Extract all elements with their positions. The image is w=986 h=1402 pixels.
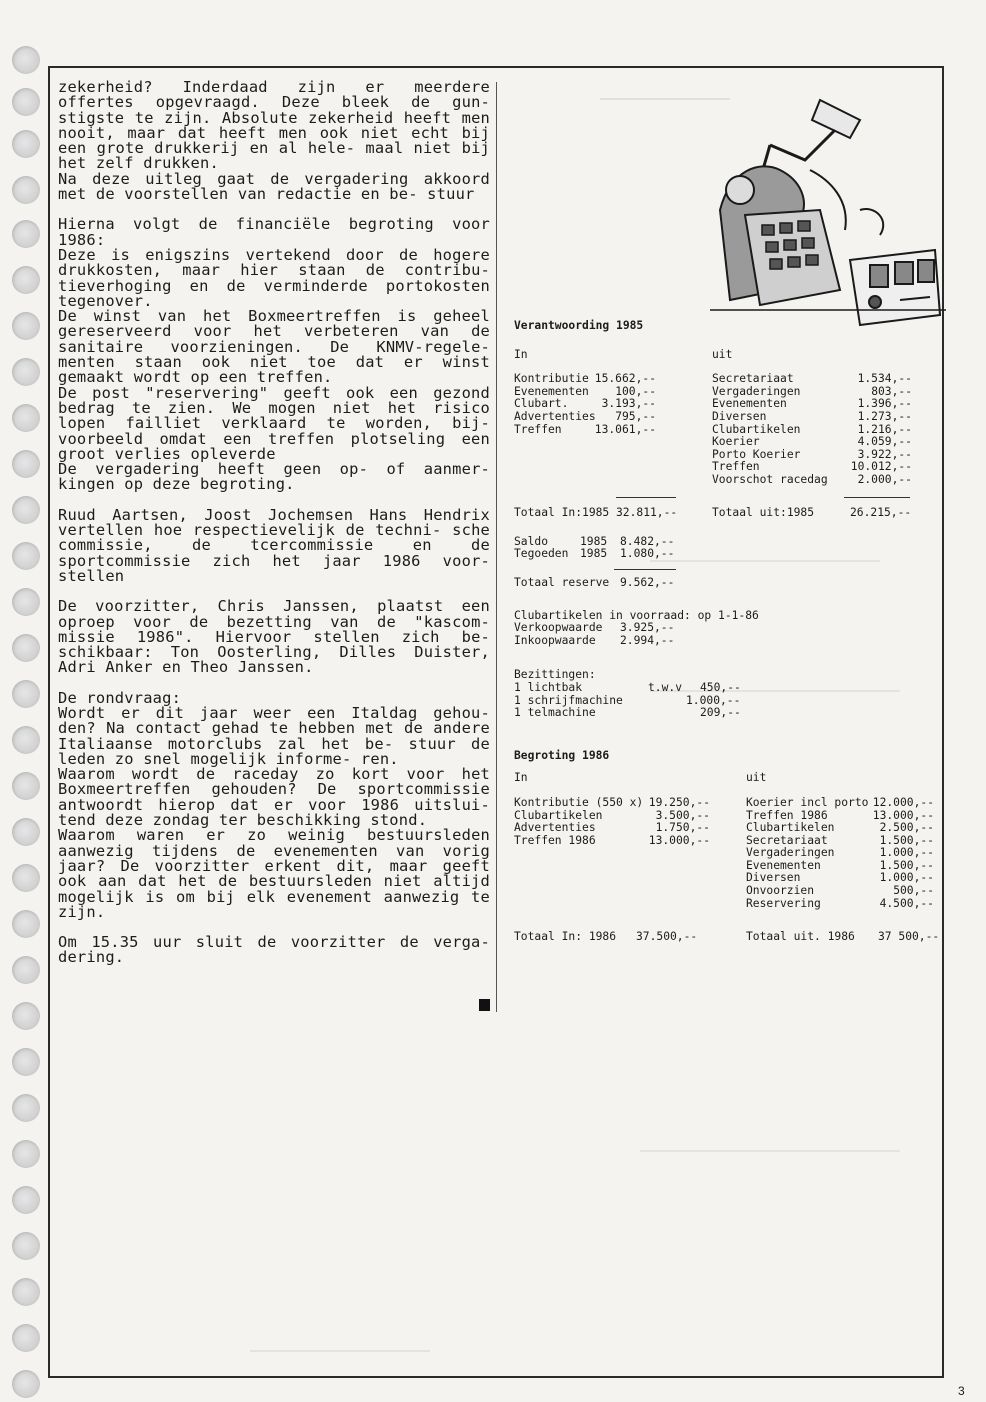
expense-total-rule: [844, 497, 910, 498]
expense-label: Secretariaat: [746, 833, 828, 847]
paragraph-quotes: zekerheid? Inderdaad zijn er meerdere offertes opgevraagd. Deze bleek de gun- stigste te zijn. Absolute zekerheid heeft men nooit, maar dat heeft men ook niet echt bij een grote drukkerij en al hele- maal niet bij het zelf drukken. Na deze uitleg gaat de vergadering akkoord met de voorstellen van redactie en be- stuur: [58, 78, 490, 204]
income-amount: 3.193,--: [601, 397, 656, 411]
reserve-label: Totaal reserve: [514, 575, 610, 589]
column-divider: [496, 82, 497, 1012]
balance-label: Tegoeden: [514, 547, 569, 561]
binder-hole: [12, 496, 40, 524]
account-1985-title: Verantwoording 1985: [514, 319, 644, 332]
income-label: Kontributie: [514, 372, 589, 386]
total-in-amount: 32.811,--: [616, 506, 678, 520]
table-row: [514, 835, 714, 848]
income-label: Treffen: [514, 422, 562, 436]
budget-1986-table: [514, 797, 934, 911]
expense-amount: 1.273,--: [857, 409, 912, 423]
expense-amount: 2.000,--: [857, 472, 912, 486]
table-row: [514, 822, 714, 835]
total-out-amount: 37 500,--: [878, 929, 940, 943]
expense-label: Diversen: [712, 409, 767, 423]
income-amount: 15.662,--: [594, 372, 656, 386]
binder-hole: [12, 1232, 40, 1260]
binder-hole: [12, 1370, 40, 1398]
binder-hole: [12, 588, 40, 616]
expense-label: Clubartikelen: [712, 422, 801, 436]
expense-label: Koerier incl porto: [746, 795, 869, 809]
binder-hole: [12, 1140, 40, 1168]
binder-hole: [12, 266, 40, 294]
binder-hole: [12, 634, 40, 662]
binder-hole: [12, 1324, 40, 1352]
budget-1986-expense: [746, 797, 934, 910]
in-label: In: [514, 347, 528, 361]
stock-row: [514, 622, 934, 635]
asset-row: [514, 682, 934, 695]
stock-label: Inkoopwaarde: [514, 633, 596, 647]
expense-label: Clubartikelen: [746, 821, 835, 835]
paragraph-closing: Om 15.35 uur sluit de voorzitter de verga- dering.: [58, 933, 490, 967]
binder-hole: [12, 1002, 40, 1030]
binder-hole: [12, 1048, 40, 1076]
income-amount: 3.500,--: [655, 808, 710, 822]
budget-1986-title: Begroting 1986: [514, 748, 610, 762]
stock-row: [514, 635, 934, 648]
account-1985-header-row: [514, 349, 934, 362]
expense-label: Porto Koerier: [712, 447, 801, 461]
balance-row: [514, 548, 934, 561]
expense-label: Vergaderingen: [746, 846, 835, 860]
account-1985-table: [514, 373, 934, 499]
reserve-rule: [614, 569, 676, 570]
balance-year: 1985: [580, 534, 608, 548]
expense-label: Reservering: [746, 896, 821, 910]
stock-title: Clubartikelen in voorraad: op 1-1-86: [514, 608, 759, 622]
table-row: [514, 411, 704, 424]
income-amount: 13.000,--: [648, 833, 710, 847]
expense-amount: 1.534,--: [857, 372, 912, 386]
reserve-row: [514, 577, 934, 590]
balance-label: Saldo: [514, 534, 549, 548]
balance-year: 1985: [580, 547, 608, 561]
income-label: Clubartikelen: [514, 808, 603, 822]
paragraph-kascommissie: De voorzitter, Chris Janssen, plaatst een oproep voor de bezetting van de "kascom- missie 1986". Hiervoor stellen zich be- schikbaar: Ton Oosterling, Dilles Duister, Adri Anker en Theo Janssen.: [58, 597, 490, 677]
expense-amount: 2.500,--: [879, 821, 934, 835]
expense-label: Treffen 1986: [746, 808, 828, 822]
binder-hole: [12, 88, 40, 116]
income-amount: 19.250,--: [648, 795, 710, 809]
expense-amount: 4.059,--: [857, 435, 912, 449]
out-label: uit: [712, 347, 733, 361]
budget-1986-title-row: [514, 750, 934, 763]
binder-hole: [12, 864, 40, 892]
paragraph-budget: Hierna volgt de financiële begroting voor 1986: Deze is enigszins vertekend door de hogere drukkosten, maar hier staan de contribu- tieverhoging en de verminderde portokosten tegenover. De winst van het Boxmeertreffen is geheel gereserveerd voor het verbeteren van de sanitaire voorzieningen. De KNMV-regele- menten staan ook niet toe dat er winst gemaakt wordt op een treffen. De post "reservering" geeft ook een gezond bedrag te zien. We mogen niet het risico lopen failliet verklaard te worden, bij- voorbeeld omdat een treffen plotseling een groot verlies opleverde De vergadering heeft geen op- of aanmer- kingen op deze begroting.: [58, 215, 490, 494]
assets-title: Bezittingen:: [514, 668, 596, 682]
budget-1986-total-row: [514, 929, 940, 944]
total-in-amount: 37.500,--: [636, 929, 698, 943]
expense-amount: 3.922,--: [857, 447, 912, 461]
income-amount: 795,--: [615, 409, 656, 423]
expense-amount: 1.000,--: [879, 846, 934, 860]
minutes-text-column: [58, 80, 490, 981]
expense-label: Treffen: [712, 460, 760, 474]
expense-label: Evenementen: [746, 858, 821, 872]
expense-label: Vergaderingen: [712, 384, 801, 398]
binder-hole: [12, 404, 40, 432]
expense-label: Secretariaat: [712, 372, 794, 386]
table-row: [712, 411, 912, 424]
out-label: uit: [746, 771, 767, 785]
binder-hole: [12, 312, 40, 340]
income-total-rule: [616, 497, 676, 498]
financial-statement: [514, 319, 940, 944]
binder-hole: [12, 1094, 40, 1122]
stock-amount: 3.925,--: [620, 621, 675, 635]
binder-hole: [12, 956, 40, 984]
binder-hole: [12, 46, 40, 74]
expense-amount: 4.500,--: [879, 896, 934, 910]
expense-amount: 1.500,--: [879, 833, 934, 847]
stock-amount: 2.994,--: [620, 633, 675, 647]
expense-label: Voorschot racedag: [712, 472, 828, 486]
total-out-label: Totaal uit. 1986: [746, 929, 855, 943]
binder-hole: [12, 680, 40, 708]
binder-hole: [12, 1278, 40, 1306]
total-in-label: Totaal In:1985: [514, 506, 610, 520]
asset-amount: 1.000,--: [686, 693, 741, 707]
binder-hole: [12, 726, 40, 754]
asset-amount: 450,--: [700, 680, 741, 694]
expense-amount: 500,--: [893, 884, 934, 898]
paragraph-commissions: Ruud Aartsen, Joost Jochemsen Hans Hendrix vertellen hoe respectievelijk de techni- sche commissie, de tcercommissie en de sportcommissie zich het jaar 1986 voor- stellen: [58, 505, 490, 585]
expense-amount: 10.012,--: [850, 460, 912, 474]
page-number: 3: [958, 1384, 965, 1398]
account-1985-income: [514, 373, 704, 436]
binder-hole: [12, 1186, 40, 1214]
expense-label: Diversen: [746, 871, 801, 885]
asset-label: 1 lichtbak: [514, 680, 583, 694]
table-row: [746, 898, 934, 911]
total-in-label: Totaal In: 1986: [514, 929, 617, 943]
account-1985-total-row: [514, 507, 934, 520]
expense-label: Onvoorzien: [746, 884, 815, 898]
reserve-amount: 9.562,--: [620, 575, 675, 589]
asset-label: 1 telmachine: [514, 706, 596, 720]
table-row: [514, 797, 714, 810]
income-label: Evenementen: [514, 384, 589, 398]
asset-row: [514, 707, 934, 720]
binder-hole: [12, 130, 40, 158]
expense-amount: 1.396,--: [857, 397, 912, 411]
expense-amount: 1.500,--: [879, 858, 934, 872]
expense-amount: 12.000,--: [872, 795, 934, 809]
expense-label: Koerier: [712, 435, 760, 449]
expense-amount: 803,--: [871, 384, 912, 398]
in-label: In: [514, 771, 528, 785]
total-out-amount: 26.215,--: [850, 506, 912, 520]
balance-amount: 1.080,--: [620, 547, 675, 561]
binder-hole: [12, 220, 40, 248]
asset-note: t.w.v: [648, 680, 683, 694]
asset-amount: 209,--: [700, 706, 741, 720]
binder-hole: [12, 542, 40, 570]
table-row: [712, 474, 912, 487]
table-row: [712, 436, 912, 449]
expense-amount: 1.000,--: [879, 871, 934, 885]
account-1985-title-row: [514, 320, 934, 333]
binder-hole: [12, 910, 40, 938]
income-label: Treffen 1986: [514, 833, 596, 847]
end-of-article-mark: [479, 999, 490, 1011]
income-amount: 13.061,--: [594, 422, 656, 436]
table-row: [514, 373, 704, 386]
expense-label: Evenementen: [712, 397, 787, 411]
income-label: Clubart.: [514, 397, 569, 411]
income-label: Advertenties: [514, 409, 596, 423]
accountant-cartoon-illustration: [700, 90, 946, 330]
total-out-label: Totaal uit:1985: [712, 506, 815, 520]
budget-1986-income: [514, 797, 714, 847]
account-1985-expense: [712, 373, 912, 486]
stock-label: Verkoopwaarde: [514, 621, 603, 635]
table-row: [712, 373, 912, 386]
asset-label: 1 schrijfmachine: [514, 693, 623, 707]
binder-hole: [12, 818, 40, 846]
income-amount: 100,--: [615, 384, 656, 398]
income-label: Advertenties: [514, 821, 596, 835]
balance-amount: 8.482,--: [620, 534, 675, 548]
balance-row: [514, 536, 934, 549]
table-row: [746, 797, 934, 810]
binder-hole: [12, 772, 40, 800]
paragraph-rondvraag: De rondvraag: Wordt er dit jaar weer een Italdag gehou- den? Na contact gehad te hebben met de andere Italiaanse motorclubs zal het be- stuur de leden zo snel mogelijk informe- ren. Waarom wordt de raceday zo kort voor het Boxmeertreffen gehouden? De sportcommissie antwoordt hierop dat er voor 1986 uitslui- tend deze zondag ter beschikking stond. Waarom waren er zo weinig bestuursleden aanwezig tijdens de evenementen van vorig jaar? De voorzitter erkent dit, maar geeft ook aan dat het de bestuursleden niet altijd mogelijk is om bij elk evenement aanwezig te zijn.: [58, 688, 490, 921]
expense-amount: 1.216,--: [857, 422, 912, 436]
table-row: [746, 885, 934, 898]
income-label: Kontributie (550 x): [514, 795, 644, 809]
table-row: [746, 822, 934, 835]
expense-amount: 13.000,--: [872, 808, 934, 822]
budget-1986-header-row: [514, 772, 934, 785]
binder-hole: [12, 176, 40, 204]
binder-hole: [12, 450, 40, 478]
binder-hole: [12, 358, 40, 386]
table-row: [514, 424, 704, 437]
income-amount: 1.750,--: [655, 821, 710, 835]
table-row: [746, 847, 934, 860]
